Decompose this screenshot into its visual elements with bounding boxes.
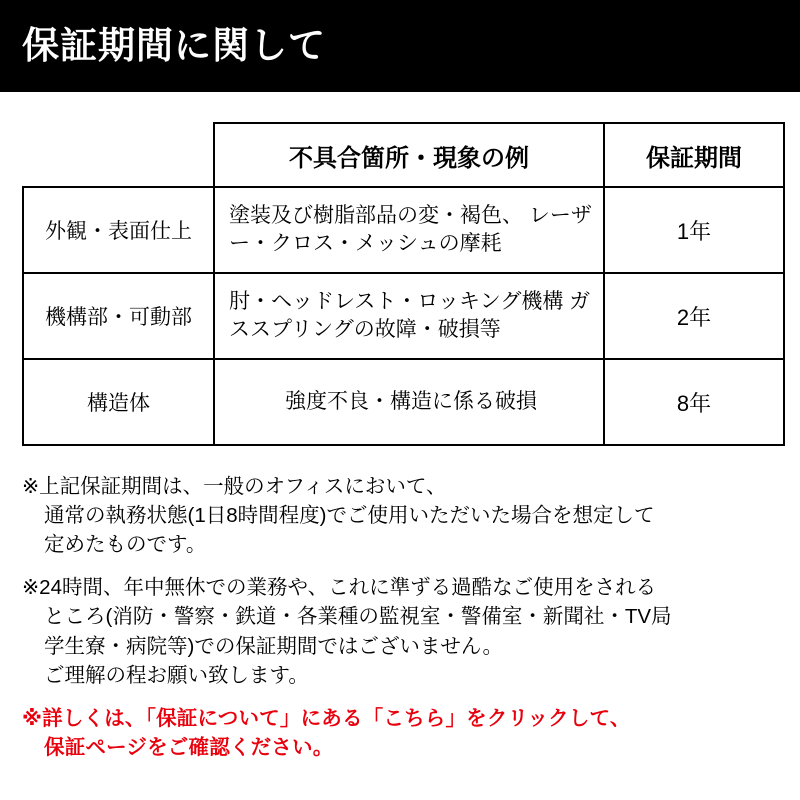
warranty-table-wrap [22, 122, 778, 446]
note-line: 通常の執務状態(1日8時間程度)でご使用いただいた場合を想定して [44, 504, 655, 528]
table-body [23, 187, 784, 445]
table-header [23, 123, 784, 187]
cell-category: 構造体 [23, 359, 214, 445]
cell-example-line: ガススプリングの故障・破損等 [229, 289, 591, 341]
cell-period: 1年 [604, 187, 784, 273]
cell-category: 機構部・可動部 [23, 273, 214, 359]
page-header [0, 0, 800, 92]
column-header-category [23, 123, 214, 187]
note-line: 学生寮・病院等)での保証期間ではございません。 [44, 634, 504, 658]
note-line: ※上記保証期間は、一般のオフィスにおいて、 [22, 475, 447, 498]
cell-example-line: レーザー・クロス・メッシュの摩耗 [229, 203, 592, 255]
table-row [23, 187, 784, 273]
note-line: 保証ページをご確認ください。 [44, 735, 334, 759]
cell-example: 強度不良・構造に係る破損 [214, 359, 604, 445]
cell-example-line: 塗装及び樹脂部品の変・褐色、 [229, 203, 523, 227]
column-header-period: 保証期間 [604, 123, 784, 187]
note-line: ところ(消防・警察・鉄道・各業種の監視室・警備室・新聞社・TV局 [44, 605, 672, 629]
cell-example [214, 187, 604, 273]
note-item-warranty-link[interactable] [22, 704, 782, 762]
cell-period: 2年 [604, 273, 784, 359]
warranty-table [22, 122, 785, 446]
note-item [22, 573, 782, 689]
page-title: 保証期間に関して [22, 24, 326, 66]
note-line: 定めたものです。 [44, 533, 207, 557]
note-item [22, 472, 782, 559]
cell-example-line: 肘・ヘッドレスト・ロッキング機構 [229, 289, 564, 313]
table-header-row [23, 123, 784, 187]
cell-category: 外観・表面仕上 [23, 187, 214, 273]
table-row [23, 359, 784, 445]
notes-section [22, 472, 782, 762]
note-line: ※詳しくは、「保証について」にある「こちら」をクリックして、 [22, 706, 631, 730]
note-line: ※24時間、年中無休での業務や、これに準ずる過酷なご使用をされる [22, 576, 657, 600]
column-header-example: 不具合箇所・現象の例 [214, 123, 604, 187]
note-line: ご理解の程お願い致します。 [44, 663, 309, 687]
table-row [23, 273, 784, 359]
cell-example [214, 273, 604, 359]
cell-period: 8年 [604, 359, 784, 445]
